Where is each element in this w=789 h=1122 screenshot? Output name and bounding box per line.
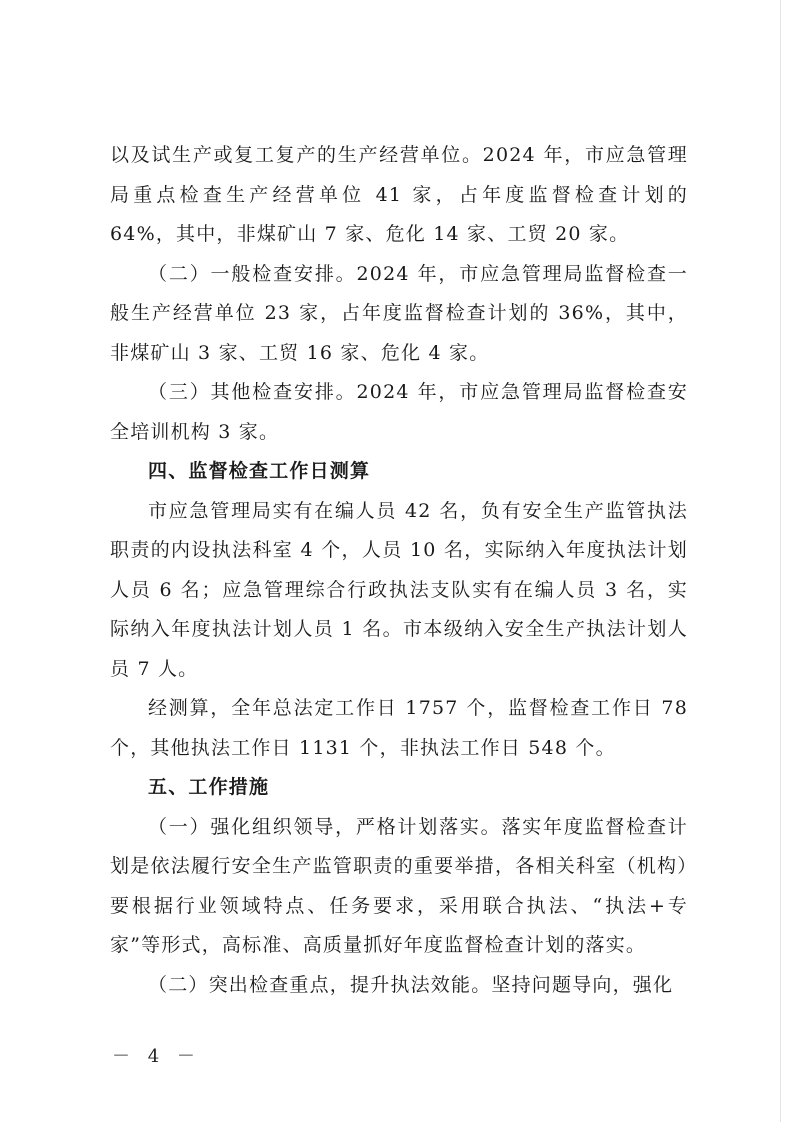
paragraph-inspection-focus: （二）突出检查重点，提升执法效能。坚持问题导向，强化 [148, 973, 674, 996]
document-body [110, 136, 688, 1005]
paragraph-organization-leadership: （一）强化组织领导，严格计划落实。落实年度监督检查计划是依法履行安全生产监管职责的重要举措，各相关科室（机构）要根据行业领域特点、任务要求，采用联合执法、“执法+专家”等形式，高标准、高质量抓好年度监督检查计划的落实。 [110, 815, 688, 956]
page-edge [780, 0, 781, 1122]
paragraph-staffing: 市应急管理局实有在编人员 42 名，负有安全生产监管执法职责的内设执法科室 4 个，人员 10 名，实际纳入年度执法计划人员 6 名；应急管理综合行政执法支队实有在编人员 3 名，实际纳入年度执法计划人员 1 名。市本级纳入安全生产执法计划人员 7 人。 [110, 499, 688, 680]
paragraph-inspection-key: 以及试生产或复工复产的生产经营单位。2024 年，市应急管理局重点检查生产经营单位 41 家，占年度监督检查计划的 64%，其中，非煤矿山 7 家、危化 14 家、工贸 20 家。 [110, 144, 688, 245]
paragraph-other-inspection: （三）其他检查安排。2024 年，市应急管理局监督检查安全培训机构 3 家。 [110, 381, 688, 443]
section-heading-work-measures: 五、工作措施 [148, 776, 270, 798]
paragraph-workday-calculation: 经测算，全年总法定工作日 1757 个，监督检查工作日 78 个，其他执法工作日 1131 个，非执法工作日 548 个。 [110, 697, 688, 759]
section-heading-workday-estimate: 四、监督检查工作日测算 [148, 460, 371, 482]
page-number: － 4 － [112, 1046, 201, 1067]
paragraph-general-inspection: （二）一般检查安排。2024 年，市应急管理局监督检查一般生产经营单位 23 家，占年度监督检查计划的 36%，其中，非煤矿山 3 家、工贸 16 家、危化 4 家。 [110, 262, 688, 364]
